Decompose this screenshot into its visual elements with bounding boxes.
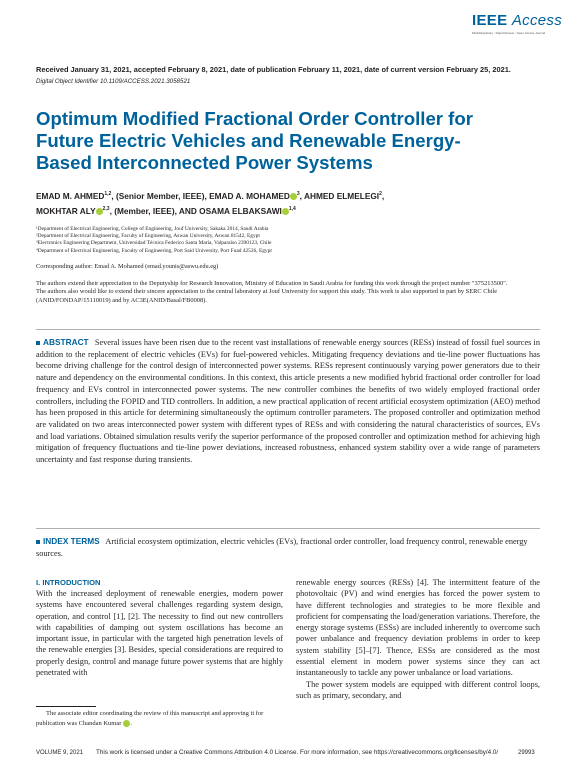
- volume-label: VOLUME 9, 2021: [36, 750, 84, 756]
- affiliation: ⁴Department of Electrical Engineering, Faculty of Engineering, Port Said University, Port Fuad 42526, Egypt: [36, 247, 272, 254]
- author-list: [36, 188, 556, 218]
- logo-tagline: Multidisciplinary : Rapid Review : Open Access Journal: [472, 31, 546, 35]
- paper-title: Optimum Modified Fractional Order Controller for Future Electric Vehicles and Renewable Energy-Based Interconnected Power Systems: [36, 108, 473, 173]
- section-marker-icon: [36, 341, 40, 345]
- author-sup: 1,2: [104, 191, 112, 197]
- author-sup: 3: [296, 191, 300, 197]
- index-terms-text: Artificial ecosystem optimization, electric vehicles (EVs), fractional order controller, load frequency control, renewable energy sources.: [36, 537, 528, 558]
- abstract-top-rule: [36, 329, 540, 330]
- index-terms: [36, 536, 540, 559]
- footnote-rule: [36, 706, 96, 707]
- body-paragraph: With the increased deployment of renewable energies, modern power systems have encountered several challenges regarding system design, operation, and control [1], [2]. The necessity to find out new controllers with capabilities of damping out system oscillations has become an important issue, in particular with the targeted high penetration levels of the renewable energies [3]. Besides, special considerations are required to properly design, control and manage future power systems that are highly penetrated with: [36, 589, 283, 678]
- abstract: [36, 337, 540, 466]
- section-heading: I. INTRODUCTION: [36, 578, 101, 587]
- body-paragraph: The power system models are equipped with different control loops, such as primary, secondary, and: [296, 679, 540, 700]
- received-dates: Received January 31, 2021, accepted February 8, 2021, date of publication February 11, 2021, date of current version February 25, 2021.: [36, 65, 511, 74]
- column-right: [296, 577, 540, 701]
- author-name: , (Member, IEEE), AND OSAMA ELBAKSAWI: [109, 205, 282, 216]
- author-name: , (Senior Member, IEEE), EMAD A. MOHAMED: [111, 190, 290, 201]
- orcid-icon[interactable]: [290, 193, 297, 200]
- license-text[interactable]: This work is licensed under a Creative Commons Attribution 4.0 License. For more information, see https://creativecommons.org/licenses/by/4.0/: [96, 749, 499, 756]
- orcid-icon[interactable]: [96, 208, 103, 215]
- page-number: 29993: [518, 750, 535, 756]
- author-sup: 2,3: [102, 205, 110, 212]
- author-name: EMAD M. AHMED: [36, 190, 105, 201]
- column-left: [36, 577, 283, 678]
- doi: Digital Object Identifier 10.1109/ACCESS.2021.3058521: [36, 78, 191, 85]
- section-marker-icon: [36, 540, 40, 544]
- affiliation: ²Department of Electrical Engineering, Faculty of Engineering, Aswan University, Aswan 81542, Egypt: [36, 233, 260, 240]
- orcid-icon[interactable]: [282, 208, 289, 215]
- author-sup: 1,4: [288, 205, 296, 212]
- logo-ieee: IEEE: [472, 12, 508, 29]
- affiliation: ¹Department of Electrical Engineering, College of Engineering, Jouf University, Sakaka 2014, Saudi Arabia: [36, 226, 269, 232]
- abstract-label: ABSTRACT: [43, 337, 89, 347]
- author-sep: ,: [381, 190, 385, 201]
- corresponding-author: Corresponding author: Emad A. Mohamed (emad.younis@aswu.edu.eg): [36, 263, 219, 270]
- author-name: MOKHTAR ALY: [36, 205, 96, 216]
- author-sup: 2: [379, 191, 382, 197]
- logo-access: Access: [511, 12, 563, 29]
- abstract-bottom-rule: [36, 528, 540, 529]
- index-terms-label: INDEX TERMS: [43, 536, 100, 546]
- affiliations: [36, 226, 556, 255]
- affiliation: ³Electronics Engineering Department, Universidad Técnica Federico Santa María, Valparaíso 2390123, Chile: [36, 240, 272, 247]
- abstract-text: Several issues have been risen due to the recent vast installations of renewable energy sources (RESs) instead of fossil fuel sources in addition to the replacement of electric vehicles (EVs) for fuel-powered vehicles. Mitigating frequency deviations and tie-line power fluctuations has become driving challenge for the control design of interconnected power systems. RESs represent continuously varying power generators due to their nature and dependency on the environmental conditions. In this context, this article presents a new modified hybrid fractional order controller for load frequency and EVs control in interconnected power systems. The new controller combines the benefits of two widely employed fractional order controllers, including the FOPID and TID controllers. In addition, a new practical application of recent artificial ecosystem optimization (AEO) method has been proposed in this article for determining simultaneously the optimum controller parameters. The proposed controller and optimization method are validated on two areas interconnected power system with different types of RESs and with considering the natural characteristics of sources, EVs and load variations. Obtained simulation results verify the superior performance of the proposed controller and optimization method for achieving high mitigation of frequency fluctuations and tie-line power deviations, increased robustness, enhanced system stability over a wide range of parameters uncertainty and fast response during transients.: [36, 338, 540, 465]
- funding-acknowledgment: The authors extend their appreciation to the Deputyship for Research Innovation, Ministry of Education in Saudi Arabia for funding this work through the project number "375213500". The authors also would like to extend their sincere appreciation to the central laboratory at Jouf University for support this study. This work is also supported in part by SERC Chile (ANID/FONDAP/15110019) and by AC3E(ANID/Basal/FB0008).: [36, 280, 508, 304]
- body-paragraph: renewable energy sources (RESs) [4]. The intermittent feature of the photovoltaic (PV) and wind energies has forced the power system to have different technologies and strategies to be more flexible and proficient for compensating the load/generation variations. Therefore, the energy storage systems (ESSs) are included inherently to overcome such power unbalance and frequency deviation problems in order to keep system stability [5]–[7]. Thence, ESSs are considered as the most essential element in modern power systems since they can act instantaneously to tackle any power unbalance or load variations.: [296, 578, 540, 678]
- author-name: , AHMED ELMELEGI: [299, 190, 380, 201]
- footnote: The associate editor coordinating the review of this manuscript and approving it for publication was Chandan Kumar .: [36, 710, 264, 727]
- ieee-access-logo: [472, 12, 562, 29]
- footnote-text: The associate editor coordinating the review of this manuscript and approving it for publication was Chandan Kumar: [36, 710, 264, 727]
